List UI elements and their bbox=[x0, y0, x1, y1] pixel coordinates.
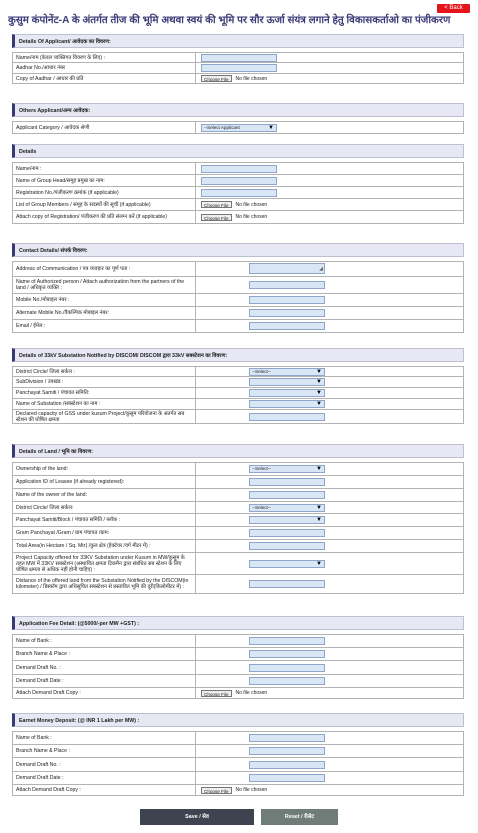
field-cell bbox=[196, 575, 464, 594]
text-input[interactable] bbox=[201, 177, 277, 185]
text-input[interactable] bbox=[249, 281, 325, 289]
select-dropdown[interactable] bbox=[249, 504, 325, 512]
select-dropdown[interactable] bbox=[249, 465, 325, 473]
form-row bbox=[13, 540, 464, 553]
form-table bbox=[12, 634, 464, 699]
reset-button[interactable]: Reset / रीसेट bbox=[261, 809, 338, 825]
form-row bbox=[13, 399, 464, 410]
text-input[interactable] bbox=[249, 491, 325, 499]
form-row bbox=[13, 688, 464, 699]
form-row bbox=[13, 514, 464, 527]
field-label: Gram Panchayat /Gram / ग्राम पंचायत /ग्राम: bbox=[13, 527, 196, 540]
file-status: No file chosen bbox=[235, 214, 268, 220]
field-label: Panchayat Samiti/Block / पंचायत समिति / ब्लॉक : bbox=[13, 514, 196, 527]
section-heading: Details of Land / भूमि का विवरण: bbox=[12, 444, 464, 458]
field-cell bbox=[196, 675, 464, 688]
form-section bbox=[12, 713, 464, 796]
file-status: No file chosen bbox=[235, 787, 268, 793]
text-input[interactable] bbox=[201, 165, 277, 173]
form-actions bbox=[0, 809, 478, 825]
text-input[interactable] bbox=[249, 413, 325, 421]
field-cell bbox=[196, 399, 464, 410]
choose-file-button[interactable]: Choose File bbox=[201, 75, 232, 82]
form-table bbox=[12, 731, 464, 796]
field-cell bbox=[196, 489, 464, 502]
field-cell bbox=[196, 175, 464, 187]
field-label: Project Capacity offered for 33KV Substation under Kusum in MW/कुसुम के तहत MW में 33KV सबस्टेशन (अस्थायित क्षमता टिकमैन द्वारा संबंधित सब स्टेशन के लिए घोषित क्षमता से अधिक नहीं होनी चाहिए) : bbox=[13, 553, 196, 575]
dropdown-arrow-icon: ▼ bbox=[316, 379, 322, 385]
text-input[interactable] bbox=[249, 761, 325, 769]
form-row bbox=[13, 388, 464, 399]
form-row bbox=[13, 476, 464, 489]
file-upload bbox=[201, 690, 267, 697]
dropdown-arrow-icon: ▼ bbox=[316, 368, 322, 375]
field-cell bbox=[196, 307, 464, 320]
field-label: Attach Demand Draft Copy : bbox=[13, 688, 196, 699]
field-label: Email / ईमेल : bbox=[13, 320, 196, 333]
form-row bbox=[13, 277, 464, 294]
field-cell bbox=[196, 53, 464, 63]
field-cell bbox=[196, 758, 464, 772]
choose-file-button[interactable]: Choose File bbox=[201, 690, 232, 697]
section-heading: Earnet Money Deposit: (@ INR 1 Lakh per MW) : bbox=[12, 713, 464, 727]
form-row bbox=[13, 553, 464, 575]
field-label: Mobile No./मोबाइल नंबर : bbox=[13, 294, 196, 307]
file-upload bbox=[201, 787, 267, 794]
resize-grip-icon[interactable]: ◢ bbox=[319, 265, 323, 272]
field-cell bbox=[196, 122, 464, 134]
dropdown-arrow-icon: ▼ bbox=[316, 504, 322, 511]
form-row bbox=[13, 122, 464, 134]
text-input[interactable] bbox=[249, 677, 325, 685]
field-label: Name/नाम (केवल व्यक्तिगत विवरण के लिए) : bbox=[13, 53, 196, 63]
choose-file-button[interactable]: Choose File bbox=[201, 787, 232, 794]
field-cell bbox=[196, 688, 464, 699]
select-dropdown[interactable] bbox=[249, 516, 325, 524]
form-table bbox=[12, 366, 464, 424]
select-dropdown[interactable] bbox=[249, 400, 325, 408]
text-input[interactable] bbox=[249, 478, 325, 486]
form-row bbox=[13, 175, 464, 187]
field-label: Demand Draft No. : bbox=[13, 661, 196, 675]
select-value: --Select-- bbox=[252, 368, 271, 374]
field-label: Address of Communication / पत्र व्यवहार का पूर्ण पता : bbox=[13, 262, 196, 277]
field-label: Name/नाम : bbox=[13, 163, 196, 175]
dropdown-arrow-icon: ▼ bbox=[316, 401, 322, 407]
field-cell bbox=[196, 262, 464, 277]
field-cell bbox=[196, 540, 464, 553]
form-row bbox=[13, 772, 464, 785]
field-label: Name of the owner of the land: bbox=[13, 489, 196, 502]
form-row bbox=[13, 367, 464, 377]
form-row bbox=[13, 377, 464, 388]
field-label: Attach Demand Draft Copy : bbox=[13, 785, 196, 796]
file-upload bbox=[201, 214, 267, 221]
form-section bbox=[12, 243, 464, 333]
address-textarea[interactable] bbox=[249, 263, 325, 274]
select-dropdown[interactable] bbox=[201, 124, 277, 132]
form-row bbox=[13, 262, 464, 277]
dropdown-arrow-icon: ▼ bbox=[316, 390, 322, 396]
field-cell bbox=[196, 410, 464, 424]
choose-file-button[interactable]: Choose File bbox=[201, 214, 232, 221]
field-label: Ownership of the land: bbox=[13, 463, 196, 476]
field-label: Distance of the offered land from the Substation Notified by the DISCOM(in kilometer) / डिस्कॉम द्वारा अधिसूचित सबस्टेशन से प्रस्तावित भूमि की दूरी(किलोमीटर में) : bbox=[13, 575, 196, 594]
field-label: District Circle/ जिला सर्कल: bbox=[13, 502, 196, 514]
form-table bbox=[12, 121, 464, 134]
section-heading: Application Fee Detail: (@5000/-per MW +GST) : bbox=[12, 616, 464, 630]
text-input[interactable] bbox=[249, 529, 325, 537]
page-title: कुसुम कंपोनेंट-A के अंतर्गत तीज की भूमि अथवा स्वयं की भूमि पर सौर ऊर्जा संयंत्र लगाने हेतु विकासकर्ताओ का पंजीकरण bbox=[8, 15, 451, 26]
file-status: No file chosen bbox=[235, 75, 268, 82]
text-input[interactable] bbox=[249, 734, 325, 742]
form-row bbox=[13, 74, 464, 84]
form-table bbox=[12, 261, 464, 333]
field-label: Registration No./पंजीकरण क्रमांक (if applicable) bbox=[13, 187, 196, 199]
field-label: Aadhar No./आधार नंबर bbox=[13, 63, 196, 74]
field-cell bbox=[196, 772, 464, 785]
form-row bbox=[13, 758, 464, 772]
form-row bbox=[13, 785, 464, 796]
section-heading: Details of 33kV Substation Notified by DISCOM/ DISCOM द्वारा 33kV सबस्टेशन का विवरण: bbox=[12, 348, 464, 362]
form-section bbox=[12, 348, 464, 424]
select-value: --Select Applicant bbox=[204, 124, 240, 130]
field-cell bbox=[196, 661, 464, 675]
field-label: Name of Bank : bbox=[13, 635, 196, 648]
field-cell bbox=[196, 635, 464, 648]
form-row bbox=[13, 53, 464, 63]
form-section bbox=[12, 144, 464, 224]
form-row bbox=[13, 320, 464, 333]
back-button[interactable]: < Back bbox=[437, 4, 470, 13]
form-row bbox=[13, 187, 464, 199]
select-dropdown[interactable] bbox=[249, 378, 325, 386]
form-row bbox=[13, 675, 464, 688]
section-heading: Details Of Applicant/ आवेदक का विवरण: bbox=[12, 34, 464, 48]
text-input[interactable] bbox=[201, 189, 277, 197]
field-cell bbox=[196, 527, 464, 540]
form-section bbox=[12, 444, 464, 594]
field-cell bbox=[196, 732, 464, 745]
form-row bbox=[13, 489, 464, 502]
field-label: District Circle/ जिला सर्कल : bbox=[13, 367, 196, 377]
field-label: Demand Draft Date : bbox=[13, 772, 196, 785]
text-input[interactable] bbox=[249, 637, 325, 645]
form-row bbox=[13, 661, 464, 675]
field-label: Demand Draft Date : bbox=[13, 675, 196, 688]
field-cell bbox=[196, 553, 464, 575]
dropdown-arrow-icon: ▼ bbox=[316, 466, 322, 472]
select-value: --Select-- bbox=[252, 504, 271, 510]
field-label: Branch Name & Place : bbox=[13, 745, 196, 758]
field-label: Copy of Aadhar / आधार की प्रति bbox=[13, 74, 196, 84]
dropdown-arrow-icon: ▼ bbox=[316, 560, 322, 567]
field-label: Declared capacity of GSS under kusum Project/कुसुम परियोजना के अंतर्गत सब स्टेशन की घोषित क्षमता bbox=[13, 410, 196, 424]
field-cell bbox=[196, 367, 464, 377]
field-label: Attach copy of Registration/ पंजीकरण की प्रति संलग्न करें (if applicable) bbox=[13, 211, 196, 224]
text-input[interactable] bbox=[249, 309, 325, 317]
field-label: Name of Substation /सबस्टेशन का नाम : bbox=[13, 399, 196, 410]
field-cell bbox=[196, 476, 464, 489]
text-input[interactable] bbox=[201, 54, 277, 62]
field-cell bbox=[196, 163, 464, 175]
text-input[interactable] bbox=[249, 542, 325, 550]
field-cell bbox=[196, 294, 464, 307]
text-input[interactable] bbox=[249, 747, 325, 755]
form-row bbox=[13, 732, 464, 745]
text-input[interactable] bbox=[249, 296, 325, 304]
select-dropdown[interactable] bbox=[249, 368, 325, 376]
field-cell bbox=[196, 320, 464, 333]
form-row bbox=[13, 410, 464, 424]
field-cell bbox=[196, 187, 464, 199]
dropdown-arrow-icon: ▼ bbox=[268, 124, 274, 131]
form-row bbox=[13, 635, 464, 648]
field-label: Applicant Category / आवेदक श्रेणी bbox=[13, 122, 196, 134]
select-dropdown[interactable] bbox=[249, 560, 325, 568]
field-label: Panchayat Samiti / पंचायत समिति: bbox=[13, 388, 196, 399]
text-input[interactable] bbox=[249, 580, 325, 588]
field-label: Name of Authorized person / Attach authorization from the partners of the land / अधिकृत व्यक्ति : bbox=[13, 277, 196, 294]
section-heading: Contact Details/ संपर्क विवरण: bbox=[12, 243, 464, 257]
field-label: Branch Name & Place : bbox=[13, 648, 196, 661]
section-heading: Details bbox=[12, 144, 464, 158]
file-status: No file chosen bbox=[235, 690, 268, 696]
form-row bbox=[13, 745, 464, 758]
field-cell bbox=[196, 74, 464, 84]
field-cell bbox=[196, 745, 464, 758]
text-input[interactable] bbox=[249, 322, 325, 330]
file-upload bbox=[201, 201, 267, 208]
form-table bbox=[12, 52, 464, 84]
field-cell bbox=[196, 463, 464, 476]
field-cell bbox=[196, 377, 464, 388]
form-row bbox=[13, 502, 464, 514]
text-input[interactable] bbox=[249, 774, 325, 782]
form-row bbox=[13, 211, 464, 224]
field-label: SubDivision / उपखंड : bbox=[13, 377, 196, 388]
choose-file-button[interactable]: Choose File bbox=[201, 201, 232, 208]
text-input[interactable] bbox=[249, 664, 325, 672]
field-label: Demand Draft No. : bbox=[13, 758, 196, 772]
form-row bbox=[13, 575, 464, 594]
form-row bbox=[13, 294, 464, 307]
field-cell bbox=[196, 277, 464, 294]
field-cell bbox=[196, 648, 464, 661]
form-row bbox=[13, 163, 464, 175]
form-row bbox=[13, 463, 464, 476]
form-table bbox=[12, 462, 464, 594]
section-heading: Others Applicant/अन्य आवेदक: bbox=[12, 103, 464, 117]
field-cell bbox=[196, 63, 464, 74]
field-label: Name of Group Head/समूह प्रमुख का नाम: bbox=[13, 175, 196, 187]
field-cell bbox=[196, 211, 464, 224]
text-input[interactable] bbox=[201, 64, 277, 72]
form-row bbox=[13, 648, 464, 661]
form-section bbox=[12, 616, 464, 699]
file-status: No file chosen bbox=[235, 201, 268, 208]
select-value: --Select-- bbox=[252, 466, 271, 471]
save-button[interactable]: Save / सेव bbox=[140, 809, 254, 825]
form-row bbox=[13, 527, 464, 540]
field-label: Name of Bank : bbox=[13, 732, 196, 745]
form-row bbox=[13, 63, 464, 74]
field-label: Alternate Mobile No./वैकल्पिक मोबाइल नंबर: bbox=[13, 307, 196, 320]
select-dropdown[interactable] bbox=[249, 389, 325, 397]
form-section bbox=[12, 34, 464, 84]
field-cell bbox=[196, 514, 464, 527]
field-cell bbox=[196, 199, 464, 211]
field-cell bbox=[196, 388, 464, 399]
file-upload bbox=[201, 75, 267, 82]
field-cell bbox=[196, 502, 464, 514]
dropdown-arrow-icon: ▼ bbox=[316, 517, 322, 523]
field-cell bbox=[196, 785, 464, 796]
form-section bbox=[12, 103, 464, 134]
form-row bbox=[13, 199, 464, 211]
text-input[interactable] bbox=[249, 650, 325, 658]
field-label: Application ID of Leasee (if already registered): bbox=[13, 476, 196, 489]
field-label: List of Group Members / समूह के सदस्यों की सूची (if applicable) bbox=[13, 199, 196, 211]
field-label: Total Area(in Hectare / Sq. Mtr) /कुल क्षेत्र (हेक्टेयर /वर्ग मीटर में) : bbox=[13, 540, 196, 553]
form-table bbox=[12, 162, 464, 224]
form-row bbox=[13, 307, 464, 320]
